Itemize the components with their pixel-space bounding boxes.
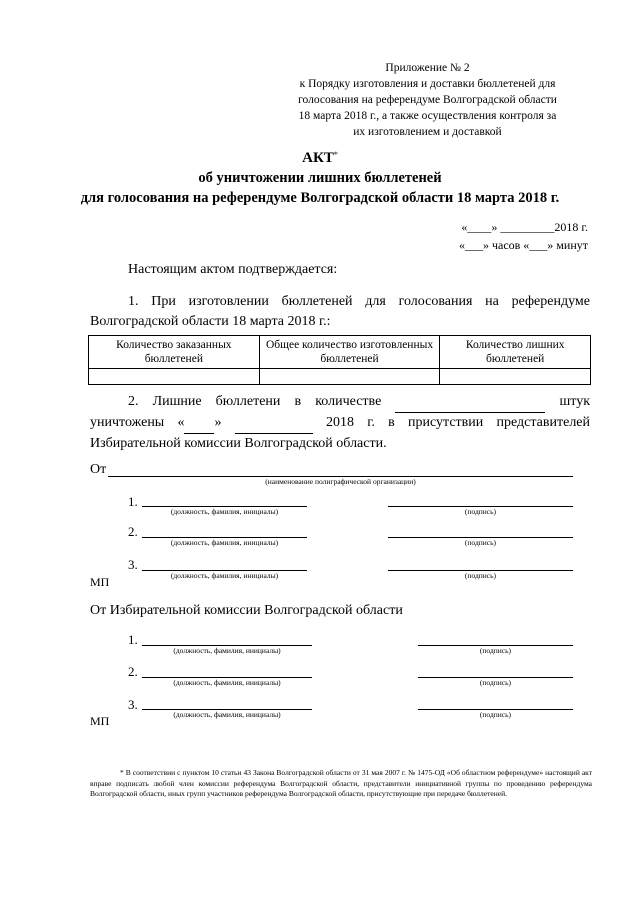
ph-row-3-position-caption: (должность, фамилия, инициалы): [170, 571, 279, 580]
quantity-blank: [395, 392, 545, 413]
cell-excess: [440, 369, 591, 385]
stamp-place-2: МП: [90, 714, 110, 728]
ec-row-2-number: 2.: [128, 664, 138, 679]
ph-row-2-signature-caption: (подпись): [464, 538, 497, 547]
ec-row-1-position-caption: (должность, фамилия, инициалы): [173, 646, 281, 655]
appendix-line-3: голосования на референдуме Волгоградской области: [298, 94, 557, 106]
ph-row-3-signature-caption: (подпись): [464, 571, 497, 580]
item-1-text: 1. При изготовлении бюллетеней для голосования на референдуме Волгоградской области 18 марта 2018 г.:: [90, 294, 590, 329]
title-footnote-mark: *: [333, 150, 338, 159]
ec-row-2-signature-caption: (подпись): [479, 678, 512, 687]
cell-produced: [259, 369, 440, 385]
ph-row-3-number: 3.: [128, 557, 138, 572]
confirm-statement: Настоящим актом подтверждается:: [128, 262, 338, 277]
item-2-part-a: 2. Лишние бюллетени в количестве: [128, 394, 382, 409]
ph-row-1-number: 1.: [128, 494, 138, 509]
appendix-line-2: к Порядку изготовления и доставки бюллетеней для: [299, 78, 556, 90]
ec-row-3-signature-caption: (подпись): [479, 710, 512, 719]
ballots-table: [88, 335, 591, 385]
ec-row-3-number: 3.: [128, 697, 138, 712]
document-subtitle-2: для голосования на референдуме Волгоградской области 18 марта 2018 г.: [80, 190, 560, 206]
ec-row-1-signature-caption: (подпись): [479, 646, 512, 655]
day-blank: [184, 413, 214, 434]
ec-row-2-position-caption: (должность, фамилия, инициалы): [173, 678, 281, 687]
document-title: [0, 150, 640, 167]
time-field: «___» часов «___» минут: [458, 238, 588, 252]
ph-row-1-signature-caption: (подпись): [464, 507, 497, 516]
stamp-place-1: МП: [90, 575, 110, 589]
appendix-line-1: Приложение № 2: [385, 62, 470, 74]
footnote: * В соответствии с пунктом 10 статьи 43 Закона Волгоградской области от 31 мая 2007 г. № 1475-ОД «Об областном референдуме» настоящий акт вправе подписать любой член комиссии референдума Волгоградской области, представители инициативной группы по проведению референдума Волгоградской области, иных групп участников референдума Волгоградской области, присутствующие при передаче бюллетеней.: [90, 768, 592, 798]
title-main: АКТ: [302, 150, 334, 166]
commission-label: От Избирательной комиссии Волгоградской области: [90, 603, 403, 618]
ec-row-3-position-caption: (должность, фамилия, инициалы): [173, 710, 281, 719]
table-row: [89, 369, 591, 385]
month-blank: [235, 413, 313, 434]
ph-row-2-position-caption: (должность, фамилия, инициалы): [170, 538, 279, 547]
header-ordered: Количество заказанных бюллетеней: [89, 336, 260, 369]
org-name-caption: (наименование полиграфической организации): [265, 477, 416, 486]
item-2-part-d: 2018 г. в присутствии представителей Избирательной комиссии Волгоградской области.: [90, 415, 591, 451]
ec-row-1-number: 1.: [128, 632, 138, 647]
header-excess: Количество лишних бюллетеней: [440, 336, 591, 369]
appendix-line-5: их изготовлением и доставкой: [353, 126, 502, 138]
item-2-part-b: штук уничтожены «: [90, 394, 591, 430]
header-produced: Общее количество изготовленных бюллетеней: [259, 336, 440, 369]
date-field: «____» _________2018 г.: [461, 220, 588, 234]
appendix-line-4: 18 марта 2018 г., а также осуществления контроля за: [298, 110, 557, 122]
table-header-row: [89, 336, 591, 369]
ph-row-1-position-caption: (должность, фамилия, инициалы): [170, 507, 279, 516]
item-2-part-c: »: [214, 415, 222, 430]
cell-ordered: [89, 369, 260, 385]
from-label: От: [90, 462, 107, 477]
ph-row-2-number: 2.: [128, 524, 138, 539]
document-subtitle-1: об уничтожении лишних бюллетеней: [198, 170, 442, 186]
appendix-header: [0, 60, 640, 140]
item-2-text: [90, 392, 590, 454]
